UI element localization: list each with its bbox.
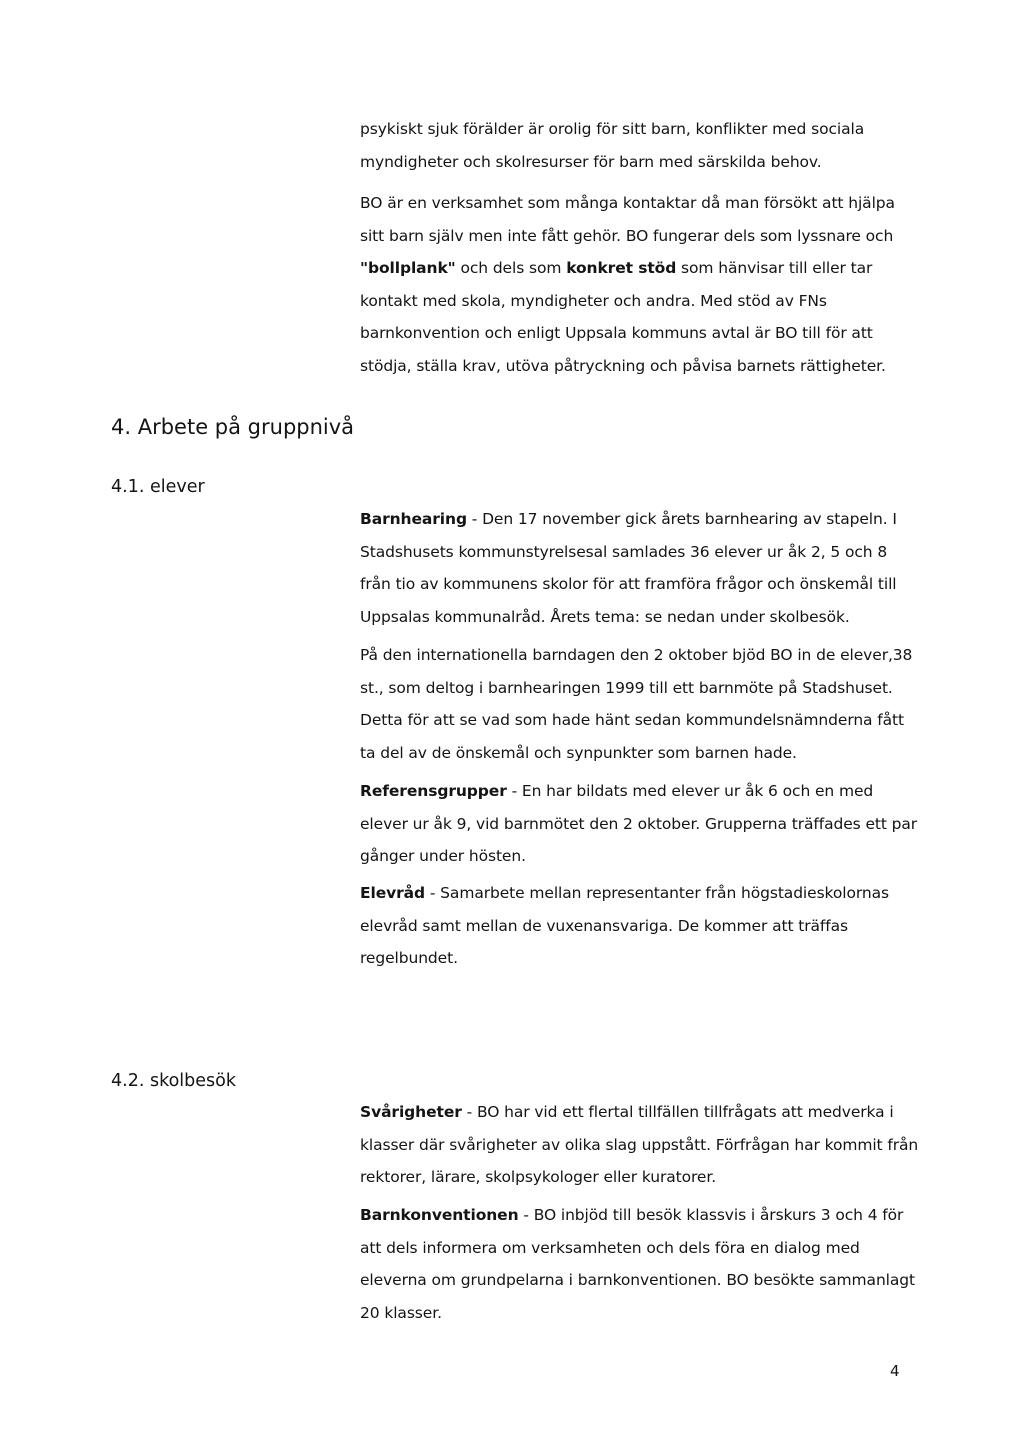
svarigheter-label: Svårigheter [360, 1103, 462, 1121]
page-number: 4 [890, 1362, 900, 1380]
intro-line-2: myndigheter och skolresurser för barn med särskilda behov. [360, 152, 822, 171]
barnkonventionen-text: - BO inbjöd till besök klassvis i årskurs 3 och 4 för att dels informera om verksamheten och dels föra en dialog med eleverna om grundpelarna i barnkonventionen. BO besökte sammanlagt 20 klasser. [360, 1206, 915, 1322]
svarigheter-paragraph [360, 1096, 920, 1194]
konkret-stod-term: konkret stöd [566, 259, 677, 277]
barnkonventionen-label: Barnkonventionen [360, 1206, 519, 1224]
intro-text: BO är en verksamhet som många kontaktar då man försökt att hjälpa sitt barn själv men inte fått gehör. BO fungerar dels som lyssnare och [360, 194, 895, 245]
referensgrupper-paragraph [360, 775, 920, 873]
intro-text: och dels som [455, 259, 567, 277]
svarigheter-text: - BO har vid ett flertal tillfällen tillfrågats att medverka i klasser där svårigheter av olika slag uppstått. Förfrågan har kommit från rektorer, lärare, skolpsykologer eller kuratorer. [360, 1103, 919, 1186]
barnhearing-paragraph [360, 503, 920, 633]
barndag-paragraph [360, 639, 920, 769]
barnhearing-text: - Den 17 november gick årets barnhearing av stapeln. I Stadshusets kommunstyrelsesal samlades 36 elever ur åk 2, 5 och 8 från tio av kommunens skolor för att framföra frågor och önskemål till Uppsalas kommunalråd. Årets tema: se nedan under skolbesök. [360, 510, 897, 626]
section-heading: 4. Arbete på gruppnivå [111, 415, 355, 439]
subsection-heading-skolbesok: 4.2. skolbesök [111, 1071, 236, 1091]
intro-paragraph-1 [360, 113, 920, 178]
elevrad-paragraph [360, 877, 920, 975]
barnkonventionen-paragraph [360, 1199, 920, 1329]
intro-line-1: psykiskt sjuk förälder är orolig för sitt barn, konflikter med sociala [360, 120, 865, 138]
intro-text: som hänvisar till eller tar kontakt med skola, myndigheter och andra. Med stöd av FNs barnkonvention och enligt Uppsala kommuns avtal är BO till för att stödja, ställa krav, utöva påtryckning och påvisa barnets rättigheter. [360, 259, 886, 375]
referensgrupper-text: - En har bildats med elever ur åk 6 och en med elever ur åk 9, vid barnmötet den 2 oktober. Grupperna träffades ett par gånger under hösten. [360, 782, 918, 865]
bollplank-term: "bollplank" [360, 259, 456, 277]
barnhearing-label: Barnhearing [360, 510, 467, 528]
elevrad-label: Elevråd [360, 884, 426, 902]
subsection-heading-elever: 4.1. elever [111, 477, 205, 497]
barndag-text: På den internationella barndagen den 2 oktober bjöd BO in de elever,38 st., som deltog i barnhearingen 1999 till ett barnmöte på Stadshuset. Detta för att se vad som hade hänt sedan kommundelsnämnderna fått ta del av de önskemål och synpunkter som barnen hade. [360, 646, 913, 762]
intro-paragraph-2 [360, 187, 920, 382]
referensgrupper-label: Referensgrupper [360, 782, 507, 800]
elevrad-text: - Samarbete mellan representanter från högstadieskolornas elevråd samt mellan de vuxenansvariga. De kommer att träffas regelbundet. [360, 884, 889, 967]
